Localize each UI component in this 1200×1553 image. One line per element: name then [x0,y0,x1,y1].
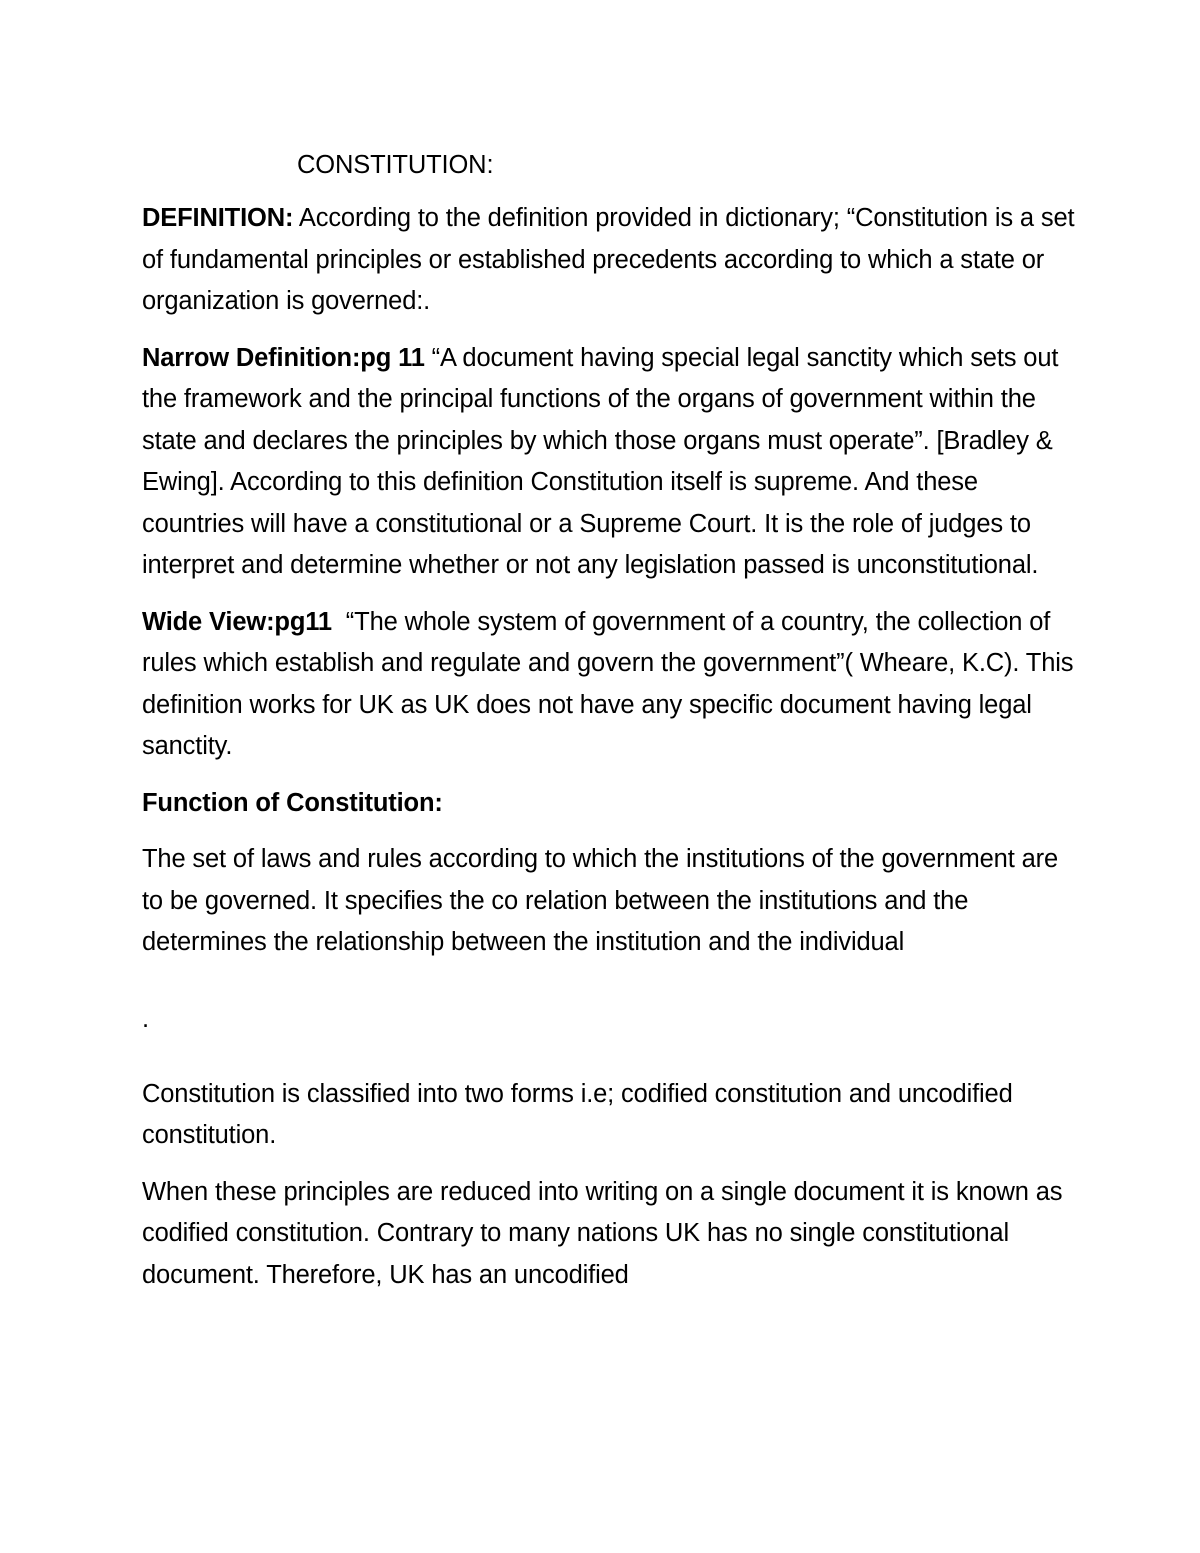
function-heading [142,783,1082,825]
wide-view-paragraph [142,602,1082,768]
narrow-definition-paragraph [142,338,1082,587]
page-title: CONSTITUTION: [297,151,494,179]
definition-text: According to the definition provided in dictionary; “Constitution is a set of fundamental principles or established precedents according to which a state or organization is governed:. [142,204,1075,315]
narrow-definition-text: “A document having special legal sanctity which sets out the framework and the principal functions of the organs of government within the state and declares the principles by which those organs must operate”. [Bradley & Ewing]. According to this definition Constitution itself is supreme. And these countries will have a constitutional or a Supreme Court. It is the role of judges to interpret and determine whether or not any legislation passed is unconstitutional. [142,343,1059,579]
codified-paragraph: When these principles are reduced into writing on a single document it is known as codified constitution. Contrary to many nations UK has no single constitutional document. Therefore, UK has an uncodified [142,1177,1063,1289]
definition-label: DEFINITION: [142,204,294,232]
document-body [142,146,1082,1311]
wide-view-text: “The whole system of government of a country, the collection of rules which establish and regulate and govern the government”( Wheare, K.C). This definition works for UK as UK does not have any specific document having legal sanctity. [142,607,1081,760]
narrow-definition-label: Narrow Definition:pg 11 [142,343,425,372]
classification-paragraph: Constitution is classified into two forms i.e; codified constitution and uncodified constitution. [142,1079,1013,1149]
wide-view-label: Wide View:pg11 [142,607,332,636]
definition-paragraph [142,198,1082,323]
function-paragraph: The set of laws and rules according to which the institutions of the government are to be governed. It specifies the co relation between the institutions and the determines the relationship between the institution and the individual [142,845,1058,956]
function-heading-text: Function of Constitution: [142,788,443,817]
stray-dot: . [142,1004,149,1033]
